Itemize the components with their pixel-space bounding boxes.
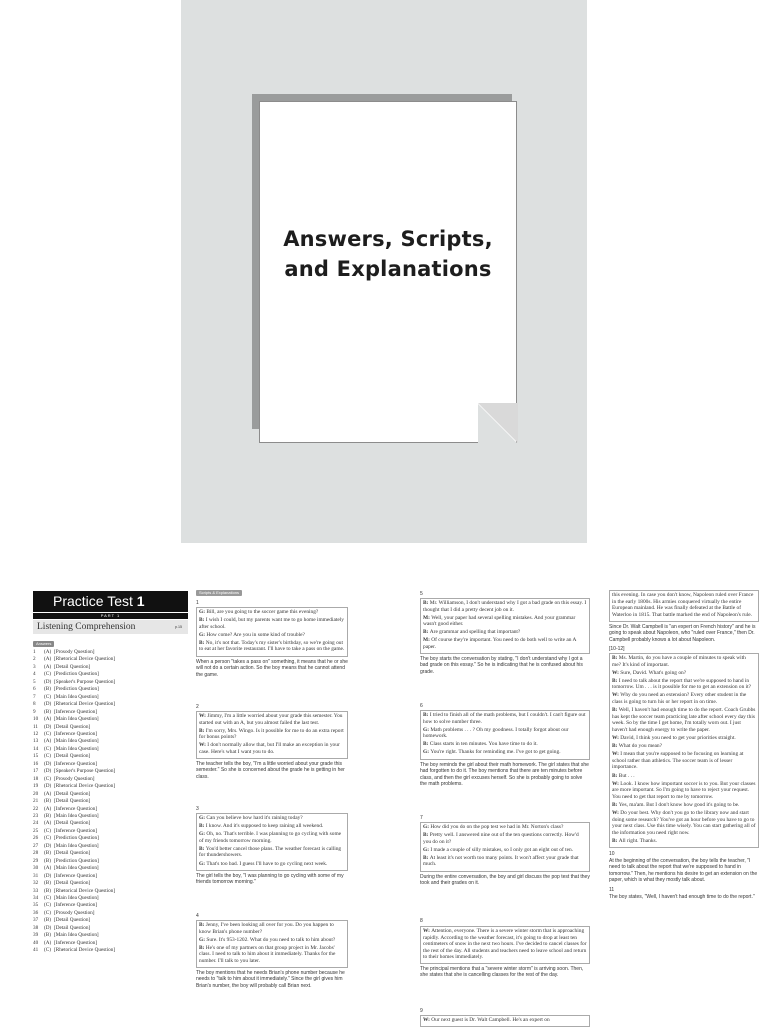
dialog-line: M: Of course they're important. You need to do both well to write an A paper. bbox=[423, 637, 577, 651]
answer-number: 10 bbox=[33, 716, 39, 723]
cover-title bbox=[259, 224, 517, 284]
answer-row bbox=[33, 783, 193, 790]
answer-type: [Prediction Question] bbox=[54, 835, 99, 842]
answer-letter: (A) bbox=[44, 716, 52, 723]
answer-letter: (A) bbox=[44, 738, 52, 745]
speaker-label: G: bbox=[199, 831, 207, 838]
dialog-line: G: Oh, no. That's terrible. I was planning to go cycling with some of my friends tomorrow morning. bbox=[199, 831, 342, 844]
answer-row bbox=[33, 820, 193, 827]
answer-letter: (A) bbox=[44, 649, 52, 655]
answer-letter: (B) bbox=[44, 708, 51, 715]
dialog-line: W: Why do you need an extension? Every other student in the class is going to turn his or her report in on time. bbox=[612, 692, 747, 706]
answer-letter: (A) bbox=[44, 790, 52, 797]
script-number: 2 bbox=[196, 704, 199, 710]
answer-number: 5 bbox=[33, 678, 36, 685]
answer-type: [Main Idea Question] bbox=[54, 894, 99, 901]
speaker-label: B: bbox=[423, 629, 430, 636]
answer-letter: (A) bbox=[44, 805, 52, 812]
answer-number: 25 bbox=[33, 827, 39, 834]
dialog-box bbox=[420, 822, 590, 872]
answer-number: 38 bbox=[33, 924, 39, 931]
answer-number: 4 bbox=[33, 671, 36, 678]
speaker-label: G: bbox=[199, 936, 207, 943]
dialog-line: B: Yes, ma'am. But I don't know how good it's going to be. bbox=[612, 801, 740, 808]
answer-number: 2 bbox=[33, 656, 36, 663]
dialog-box bbox=[196, 711, 348, 759]
dialog-line: G: Sure. It's 953-1202. What do you need to talk to him about? bbox=[199, 936, 336, 943]
answer-number: 18 bbox=[33, 775, 39, 782]
speaker-label: B: bbox=[423, 600, 430, 606]
answer-letter: (C) bbox=[44, 693, 51, 700]
answer-type: [Rhetorical Device Question] bbox=[54, 783, 116, 790]
answer-number: 41 bbox=[33, 947, 39, 954]
answer-type: [Speaker's Purpose Question] bbox=[54, 678, 116, 685]
answer-row bbox=[33, 902, 193, 909]
speaker-label: G: bbox=[199, 815, 207, 821]
answer-number: 17 bbox=[33, 768, 39, 775]
dialog-line: W: Sure, David. What's going on? bbox=[612, 669, 687, 676]
answer-number: 31 bbox=[33, 872, 39, 879]
answer-type: [Speaker's Purpose Question] bbox=[54, 768, 116, 775]
answer-type: [Rhetorical Device Question] bbox=[54, 656, 116, 663]
answer-letter: (D) bbox=[44, 872, 52, 879]
answer-type: [Inference Question] bbox=[54, 939, 98, 946]
answer-number: 27 bbox=[33, 842, 39, 849]
script-number: 8 bbox=[420, 918, 423, 924]
answer-type: [Main Idea Question] bbox=[54, 865, 99, 872]
answer-number: 23 bbox=[33, 812, 39, 819]
answer-number: 33 bbox=[33, 887, 39, 894]
answer-letter: (A) bbox=[44, 865, 52, 872]
answer-row bbox=[33, 917, 193, 924]
answer-type: [Prediction Question] bbox=[54, 857, 99, 864]
speaker-label: B: bbox=[612, 707, 619, 714]
answer-type: [Main Idea Question] bbox=[54, 693, 99, 700]
answer-letter: (B) bbox=[44, 850, 51, 857]
dialog-box bbox=[420, 926, 590, 964]
speaker-label: B: bbox=[199, 617, 206, 624]
answer-letter: (D) bbox=[44, 678, 52, 685]
answer-type: [Inference Question] bbox=[54, 805, 98, 812]
dialog-box bbox=[196, 607, 348, 657]
answer-number: 37 bbox=[33, 917, 39, 924]
answer-letter: (D) bbox=[44, 783, 52, 790]
answer-letter: (C) bbox=[44, 894, 51, 901]
speaker-label: G: bbox=[199, 860, 207, 867]
speaker-label: W: bbox=[199, 713, 208, 719]
answers-tag: Answers bbox=[33, 641, 54, 647]
answer-letter: (C) bbox=[44, 827, 51, 834]
script-number: 3 bbox=[196, 806, 199, 812]
answer-number: 21 bbox=[33, 798, 39, 805]
dialog-line: B: Mr. Williamson, I don't understand why I got a bad grade on this essay. I thought that I did a pretty decent job on it. bbox=[423, 600, 587, 613]
script-number: 11 bbox=[609, 887, 615, 893]
dialog-line: G: How come? Are you in some kind of trouble? bbox=[199, 631, 305, 638]
answer-number: 9 bbox=[33, 708, 36, 715]
answer-letter: (C) bbox=[44, 753, 51, 760]
dialog-line: B: At least it's not worth too many points. It won't affect your grade that much. bbox=[423, 854, 579, 868]
speaker-label: W: bbox=[612, 809, 621, 816]
answer-type: [Inference Question] bbox=[54, 708, 98, 715]
speaker-label: B: bbox=[612, 837, 619, 844]
dialog-line: B: Are grammar and spelling that important? bbox=[423, 629, 521, 636]
answer-row bbox=[33, 709, 193, 716]
script-number: 5 bbox=[420, 591, 423, 597]
speaker-label: W: bbox=[612, 735, 621, 742]
dialog-line: B: All right. Thanks. bbox=[612, 837, 657, 844]
dialog-line: G: You're right. Thanks for reminding me. I've got to get going. bbox=[423, 749, 561, 756]
answer-letter: (C) bbox=[44, 775, 51, 782]
speaker-label: M: bbox=[423, 614, 432, 621]
dialog-line: G: Bill, are you going to the soccer game this evening? bbox=[199, 609, 319, 615]
answer-type: [Inference Question] bbox=[54, 872, 98, 879]
answer-letter: (B) bbox=[44, 880, 51, 887]
answer-type: [Detail Question] bbox=[54, 723, 91, 730]
scripts-tag: Scripts & Explanations bbox=[196, 590, 242, 596]
answer-type: [Prosody Question] bbox=[54, 909, 95, 916]
dialog-line: B: What do you mean? bbox=[612, 743, 663, 750]
script-number: 9 bbox=[420, 1008, 423, 1014]
speaker-label: W: bbox=[612, 692, 621, 699]
explanation: The boy states, "Well, I haven't had enough time to do the report." bbox=[609, 894, 755, 900]
dialog-line: B: I'm sorry, Mrs. Wingo. Is it possible for me to do an extra report for bonus points? bbox=[199, 727, 344, 741]
answer-row bbox=[33, 724, 193, 731]
speaker-label: B: bbox=[423, 832, 430, 839]
answer-type: [Main Idea Question] bbox=[54, 738, 99, 745]
answer-letter: (C) bbox=[44, 745, 51, 752]
dialog-box bbox=[609, 653, 759, 848]
answer-number: 14 bbox=[33, 745, 39, 752]
explanation: During the entire conversation, the boy and girl discuss the pop test that they took and their grades on it. bbox=[420, 874, 590, 887]
answer-letter: (B) bbox=[44, 686, 51, 693]
speaker-label: B: bbox=[423, 741, 430, 748]
dialog-box bbox=[196, 813, 348, 871]
dialog-line: G: Math problems . . . ? Oh my goodness. I totally forgot about our homework. bbox=[423, 726, 569, 740]
answer-letter: (D) bbox=[44, 723, 52, 730]
explanation: When a person "takes a pass on" something, it means that he or she will not do a certain action. So the boy means that he cannot attend the game. bbox=[196, 659, 348, 678]
script-number: 10 bbox=[609, 851, 615, 857]
answer-type: [Detail Question] bbox=[54, 924, 91, 931]
answer-row bbox=[33, 671, 193, 678]
dialog-line: W: I mean that you're supposed to be focusing on learning at school rather than athletics. The soccer team is of lesser importance. bbox=[612, 751, 744, 771]
section-subtitle bbox=[33, 620, 188, 634]
dialog-box bbox=[420, 1015, 590, 1027]
answer-letter: (D) bbox=[44, 842, 52, 849]
answer-number: 30 bbox=[33, 865, 39, 872]
answer-type: [Detail Question] bbox=[54, 880, 91, 887]
answer-letter: (A) bbox=[44, 656, 52, 663]
dialog-line: W: David, I think you need to get your priorities straight. bbox=[612, 735, 736, 742]
dialog-line: W: Jimmy, I'm a little worried about your grade this semester. You started out with an A, but you almost failed the last test. bbox=[199, 713, 343, 726]
answer-number: 24 bbox=[33, 820, 39, 827]
answer-number: 29 bbox=[33, 857, 39, 864]
answer-number: 32 bbox=[33, 880, 39, 887]
dialog-line: B: But . . . bbox=[612, 772, 635, 779]
speaker-label: B: bbox=[423, 712, 430, 718]
answer-number: 6 bbox=[33, 686, 36, 693]
answer-row bbox=[33, 716, 193, 723]
answer-type: [Main Idea Question] bbox=[54, 842, 99, 849]
answer-type: [Rhetorical Device Question] bbox=[54, 701, 116, 708]
answer-letter: (C) bbox=[44, 909, 51, 916]
dialog-box bbox=[420, 710, 590, 760]
answer-letter: (D) bbox=[44, 701, 52, 708]
answer-row bbox=[33, 835, 193, 842]
dialog-line: B: I know. And it's supposed to keep raining all weekend. bbox=[199, 823, 324, 830]
speaker-label: W: bbox=[423, 1017, 432, 1023]
answer-letter: (B) bbox=[44, 798, 51, 805]
speaker-label: G: bbox=[423, 749, 431, 756]
answer-letter: (B) bbox=[44, 857, 51, 864]
range-label: [10-12] bbox=[609, 646, 625, 652]
answer-type: [Prosody Question] bbox=[54, 649, 95, 655]
speaker-label: W: bbox=[612, 780, 621, 787]
answer-letter: (C) bbox=[44, 671, 51, 678]
dialog-line: G: How did you do on the pop test we had in Mr. Norton's class? bbox=[423, 824, 564, 830]
answer-row bbox=[33, 656, 193, 663]
answer-row bbox=[33, 947, 193, 954]
answer-number: 22 bbox=[33, 805, 39, 812]
dialog-line: G: I made a couple of silly mistakes, so I only got an eight out of ten. bbox=[423, 846, 574, 853]
answer-number: 12 bbox=[33, 730, 39, 737]
answer-row bbox=[33, 880, 193, 887]
dialog-line: W: Look. I know how important soccer is to you. But your classes are more important. So I'm going to have to reject your request. You need to get that report to me by tomorrow. bbox=[612, 780, 756, 800]
speaker-label: G: bbox=[199, 609, 207, 615]
answer-letter: (B) bbox=[44, 812, 51, 819]
answer-number: 40 bbox=[33, 939, 39, 946]
section-subtitle-text: Listening Comprehension bbox=[37, 622, 136, 632]
dialog-line: W: Our next guest is Dr. Walt Campbell. He's an expert on bbox=[423, 1017, 550, 1023]
answer-number: 15 bbox=[33, 753, 39, 760]
answer-type: [Detail Question] bbox=[54, 820, 91, 827]
answer-row bbox=[33, 865, 193, 872]
banner-number: 1 bbox=[136, 593, 145, 609]
speaker-label: G: bbox=[423, 824, 431, 830]
answer-row bbox=[33, 791, 193, 798]
answer-type: [Detail Question] bbox=[54, 798, 91, 805]
dialog-line: B: You'd better cancel those plans. The weather forecast is calling for thundershowers. bbox=[199, 845, 342, 859]
answer-type: [Detail Question] bbox=[54, 790, 91, 797]
answer-number: 39 bbox=[33, 932, 39, 939]
answer-row bbox=[33, 701, 193, 708]
answer-row bbox=[33, 738, 193, 745]
answer-number: 11 bbox=[33, 723, 38, 730]
dialog-line: this evening. In case you don't know, Napoleon ruled over France in the early 1800s. His armies conquered virtually the entire European mainland. He was finally defeated at the Battle of Waterloo in 1815. That battle marked the end of Napoleon's rule. bbox=[612, 592, 754, 618]
speaker-label: G: bbox=[423, 846, 431, 853]
speaker-label: G: bbox=[199, 631, 207, 638]
part-label: PART 1 bbox=[33, 613, 188, 619]
speaker-label: B: bbox=[612, 655, 619, 661]
dialog-line: G: That's too bad. I guess I'll have to go cycling next week. bbox=[199, 860, 328, 867]
dialog-line: B: No, it's not that. Today's my sister's birthday, so we're going out to eat at her favorite restaurant. I'll have to take a pass on the game. bbox=[199, 639, 345, 653]
speaker-label: B: bbox=[612, 801, 619, 808]
answer-type: [Main Idea Question] bbox=[54, 716, 99, 723]
dialog-box bbox=[420, 598, 590, 654]
paper-dog-ear bbox=[478, 403, 518, 443]
speaker-label: B: bbox=[199, 727, 206, 734]
answer-type: [Detail Question] bbox=[54, 663, 91, 670]
continued-dialog-box bbox=[609, 590, 759, 622]
script-number: 4 bbox=[196, 913, 199, 919]
explanation: The boy starts the conversation by stating, "I don't understand why I got a bad grade on this essay." So he is indicating that he is confused about his grade. bbox=[420, 656, 583, 675]
explanation: At the beginning of the conversation, the boy tells the teacher, "I need to talk about the report that we're supposed to hand in tomorrow." Then, he mentions his desire to get an extension on the paper, which is what they mostly talk about. bbox=[609, 858, 758, 884]
answer-row bbox=[33, 798, 193, 805]
answer-number: 7 bbox=[33, 693, 36, 700]
answer-letter: (B) bbox=[44, 917, 51, 924]
dialog-line: B: Jenny, I've been looking all over for you. Do you happen to know Brian's phone number? bbox=[199, 922, 334, 935]
answer-row bbox=[33, 850, 193, 857]
answer-letter: (C) bbox=[44, 730, 51, 737]
speaker-label: B: bbox=[423, 854, 430, 861]
answer-number: 35 bbox=[33, 902, 39, 909]
answer-number: 36 bbox=[33, 909, 39, 916]
speaker-label: W: bbox=[199, 742, 208, 749]
dialog-line: B: Well, I haven't had enough time to do the report. Coach Grubbs has kept the soccer team practicing late after school every day this week. So by the time I get home, I'm totally worn out. I just haven't had enough energy to write the paper. bbox=[612, 707, 756, 733]
answer-type: [Inference Question] bbox=[54, 902, 98, 909]
answer-type: [Rhetorical Device Question] bbox=[54, 887, 116, 894]
answer-type: [Main Idea Question] bbox=[54, 932, 99, 939]
practice-test-banner bbox=[33, 591, 188, 612]
explanation: The boy reminds the girl about their math homework. The girl states that she had forgotten to do it. The boy mentions that there are ten minutes before class, and then the girl excuses herself. So she is probably going to solve the math problems. bbox=[420, 762, 589, 788]
answer-type: [Prediction Question] bbox=[54, 671, 99, 678]
answer-number: 34 bbox=[33, 894, 39, 901]
answer-letter: (D) bbox=[44, 768, 52, 775]
speaker-label: M: bbox=[423, 637, 432, 644]
dialog-line: B: I wish I could, but my parents want me to go home immediately after school. bbox=[199, 617, 344, 630]
answer-number: 3 bbox=[33, 663, 36, 670]
answer-type: [Main Idea Question] bbox=[54, 745, 99, 752]
answer-letter: (C) bbox=[44, 902, 51, 909]
answer-type: [Rhetorical Device Question] bbox=[54, 947, 116, 954]
answer-number: 26 bbox=[33, 835, 39, 842]
cover-title-line-2: and Explanations bbox=[284, 257, 492, 281]
banner-text: Practice Test bbox=[53, 593, 133, 609]
page-ref: p.15 bbox=[175, 625, 182, 629]
script-number: 6 bbox=[420, 703, 423, 709]
answer-list bbox=[33, 649, 193, 955]
dialog-line: B: I tried to finish all of the math problems, but I couldn't. I can't figure out how to solve number three. bbox=[423, 712, 586, 725]
answer-row bbox=[33, 888, 193, 895]
speaker-label: B: bbox=[199, 639, 206, 646]
explanation: The principal mentions that a "severe winter storm" is arriving soon. Then, she states that she is cancelling classes for the rest of the day. bbox=[420, 966, 584, 979]
speaker-label: B: bbox=[199, 944, 206, 951]
answer-number: 1 bbox=[33, 649, 36, 655]
cover-title-line-1: Answers, Scripts, bbox=[283, 227, 493, 251]
answer-letter: (B) bbox=[44, 887, 51, 894]
answer-type: [Detail Question] bbox=[54, 753, 91, 760]
answer-number: 16 bbox=[33, 760, 39, 767]
answer-letter: (C) bbox=[44, 835, 51, 842]
answer-row bbox=[33, 806, 193, 813]
dialog-line: B: I need to talk about the report that we're supposed to hand in tomorrow. Um . . . is it possible for me to get an extension on it? bbox=[612, 677, 752, 691]
answer-row bbox=[33, 932, 193, 939]
dialog-line: B: Class starts in ten minutes. You have time to do it. bbox=[423, 741, 538, 748]
answer-number: 19 bbox=[33, 783, 39, 790]
speaker-label: B: bbox=[199, 823, 206, 830]
explanation: The girl tells the boy, "I was planning to go cycling with some of my friends tomorrow morning." bbox=[196, 873, 344, 886]
answer-type: [Inference Question] bbox=[54, 730, 98, 737]
speaker-label: G: bbox=[423, 726, 431, 733]
answer-letter: (D) bbox=[44, 924, 52, 931]
answer-row bbox=[33, 768, 193, 775]
answer-number: 28 bbox=[33, 850, 39, 857]
dialog-box bbox=[196, 920, 348, 968]
answer-letter: (B) bbox=[44, 932, 51, 939]
dialog-line: G: Can you believe how hard it's raining today? bbox=[199, 815, 303, 821]
speaker-label: W: bbox=[423, 928, 432, 934]
explanation: The boy mentions that he needs Brian's phone number because he needs to "talk to him about it immediately." Since the girl gives him Brian's number, the boy will probably call Brian next. bbox=[196, 970, 345, 989]
dialog-line: B: Pretty well. I answered nine out of the ten questions correctly. How'd you do on it? bbox=[423, 832, 579, 845]
speaker-label: W: bbox=[612, 751, 621, 758]
dialog-line: W: Do your best. Why don't you go to the library now and start doing some research? You've got an hour before you have to go to your next class. Use this time wisely. You can start gathering all of the information you need right now. bbox=[612, 809, 756, 836]
answer-row bbox=[33, 940, 193, 947]
answer-row bbox=[33, 873, 193, 880]
speaker-label: B: bbox=[612, 743, 619, 750]
answer-row bbox=[33, 686, 193, 693]
speaker-label: B: bbox=[612, 677, 619, 684]
answer-type: [Prosody Question] bbox=[54, 775, 95, 782]
answer-type: [Detail Question] bbox=[54, 850, 91, 857]
answer-number: 8 bbox=[33, 701, 36, 708]
answer-type: [Inference Question] bbox=[54, 827, 98, 834]
dialog-line: W: I don't normally allow that, but I'll make an exception in your case. Here's what I want you to do. bbox=[199, 742, 340, 755]
speaker-label: B: bbox=[612, 772, 619, 779]
answer-letter: (A) bbox=[44, 820, 52, 827]
answer-letter: (C) bbox=[44, 947, 51, 954]
dialog-line: W: Attention, everyone. There is a severe winter storm that is approaching rapidly. According to the weather forecast, it's going to drop at least ten centimeters of snow in the next two hours. I've decided to cancel classes for the rest of the day. All students and teachers need to leave school and return to their homes immediately. bbox=[423, 928, 587, 961]
dialog-line: B: Ms. Martin, do you have a couple of minutes to speak with me? It's kind of important. bbox=[612, 655, 746, 668]
answer-number: 20 bbox=[33, 790, 39, 797]
script-number: 1 bbox=[196, 600, 199, 606]
answer-letter: (D) bbox=[44, 760, 52, 767]
answer-letter: (A) bbox=[44, 939, 52, 946]
dialog-line: B: He's one of my partners on that group project in Mr. Jacobs' class. I need to talk to him about it immediately. Thanks for the number. I'll talk to you later. bbox=[199, 944, 336, 964]
script-number: 7 bbox=[420, 815, 423, 821]
answer-number: 13 bbox=[33, 738, 39, 745]
answer-type: [Prediction Question] bbox=[54, 686, 99, 693]
speaker-label: W: bbox=[612, 669, 621, 676]
dialog-line: M: Well, your paper had several spelling mistakes. And your grammar wasn't good either. bbox=[423, 614, 576, 628]
answer-row bbox=[33, 753, 193, 760]
answer-type: [Main Idea Question] bbox=[54, 812, 99, 819]
answer-type: [Detail Question] bbox=[54, 917, 91, 924]
explanation: Since Dr. Walt Campbell is "an expert on French history" and he is going to speak about Napoleon, who "ruled over France," then Dr. Campbell probably knows a lot about Napoleon. bbox=[609, 624, 756, 643]
answer-letter: (A) bbox=[44, 663, 52, 670]
answer-type: [Inference Question] bbox=[54, 760, 98, 767]
speaker-label: B: bbox=[199, 922, 206, 928]
speaker-label: B: bbox=[199, 845, 206, 852]
explanation: The teacher tells the boy, "I'm a little worried about your grade this semester." So she is concerned about the grade he is getting in her class. bbox=[196, 761, 345, 780]
